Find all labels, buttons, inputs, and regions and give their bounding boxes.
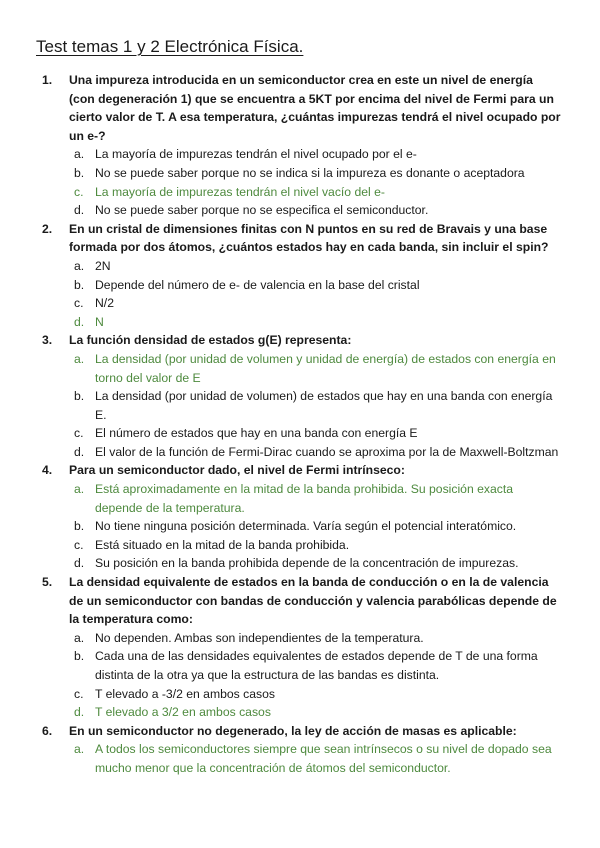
option-letter: c. bbox=[74, 537, 84, 552]
option-item bbox=[69, 685, 562, 704]
option-item bbox=[69, 517, 562, 536]
option-item bbox=[69, 647, 562, 684]
question-text: La función densidad de estados g(E) representa: bbox=[69, 333, 352, 348]
question-number: 2. bbox=[42, 221, 53, 236]
option-correct bbox=[69, 740, 562, 777]
question-list bbox=[42, 71, 562, 778]
option-item bbox=[69, 164, 562, 183]
option-letter: c. bbox=[74, 426, 84, 441]
option-correct bbox=[69, 703, 562, 722]
option-list bbox=[69, 629, 562, 722]
option-text: No se puede saber porque no se indica si la impureza es donante o aceptadora bbox=[95, 165, 525, 180]
option-item bbox=[69, 629, 562, 648]
option-text: No tiene ninguna posición determinada. Varía según el potencial interatómico. bbox=[95, 519, 517, 534]
option-item bbox=[69, 536, 562, 555]
option-text: La densidad (por unidad de volumen) de estados que hay en una banda con energía E. bbox=[95, 389, 553, 422]
question-text: Una impureza introducida en un semiconductor crea en este un nivel de energía (con degeneración 1) que se encuentra a 5KT por encima del nivel de Fermi para un cierto valor de T. A esa temperatura, ¿cuántas impurezas tendrá el nivel ocupado por un e-? bbox=[69, 73, 561, 143]
option-letter: b. bbox=[74, 165, 85, 180]
option-item bbox=[69, 276, 562, 295]
option-text: El valor de la función de Fermi-Dirac cuando se aproxima por la de Maxwell-Boltzman bbox=[95, 444, 559, 459]
option-text: 2N bbox=[95, 258, 111, 273]
option-letter: a. bbox=[74, 258, 85, 273]
option-letter: a. bbox=[74, 482, 85, 497]
option-text: No dependen. Ambas son independientes de la temperatura. bbox=[95, 630, 424, 645]
option-letter: b. bbox=[74, 519, 85, 534]
option-text: N bbox=[95, 314, 104, 329]
option-letter: a. bbox=[74, 630, 85, 645]
option-letter: b. bbox=[74, 389, 85, 404]
option-letter: d. bbox=[74, 705, 85, 720]
option-correct bbox=[69, 350, 562, 387]
option-text: A todos los semiconductores siempre que sean intrínsecos o su nivel de dopado sea mucho menor que la concentración de átomos del semiconductor. bbox=[95, 742, 552, 775]
option-text: No se puede saber porque no se especifica el semiconductor. bbox=[95, 203, 429, 218]
question-text: La densidad equivalente de estados en la banda de conducción o en la de valencia de un semiconductor con bandas de conducción y valencia parabólicas depende de la temperatura como: bbox=[69, 575, 557, 627]
question-text: En un semiconductor no degenerado, la ley de acción de masas es aplicable: bbox=[69, 723, 517, 738]
option-list bbox=[69, 257, 562, 331]
option-item bbox=[69, 554, 562, 573]
option-list bbox=[69, 145, 562, 219]
question-number: 4. bbox=[42, 463, 53, 478]
option-text: Cada una de las densidades equivalentes de estados depende de T de una forma distinta de la otra ya que la estructura de las bandas es distinta. bbox=[95, 649, 538, 682]
option-item bbox=[69, 424, 562, 443]
option-item bbox=[69, 294, 562, 313]
option-text: La mayoría de impurezas tendrán el nivel vacío del e- bbox=[95, 184, 385, 199]
option-text: La densidad (por unidad de volumen y unidad de energía) de estados con energía en torno del valor de E bbox=[95, 351, 556, 385]
option-item bbox=[69, 257, 562, 276]
option-text: Depende del número de e- de valencia en la base del cristal bbox=[95, 277, 420, 292]
option-text: Está situado en la mitad de la banda prohibida. bbox=[95, 537, 350, 552]
option-letter: a. bbox=[74, 147, 85, 162]
option-text: La mayoría de impurezas tendrán el nivel ocupado por el e- bbox=[95, 147, 417, 162]
question-5 bbox=[42, 573, 562, 722]
question-number: 3. bbox=[42, 333, 53, 348]
option-letter: d. bbox=[74, 203, 85, 218]
question-number: 1. bbox=[42, 73, 53, 87]
page-title: Test temas 1 y 2 Electrónica Física. bbox=[36, 37, 304, 56]
option-text: N/2 bbox=[95, 296, 114, 311]
option-item bbox=[69, 145, 562, 164]
question-3 bbox=[42, 331, 562, 461]
option-text: Su posición en la banda prohibida depende de la concentración de impurezas. bbox=[95, 556, 519, 571]
option-item bbox=[69, 201, 562, 220]
question-text: Para un semiconductor dado, el nivel de Fermi intrínseco: bbox=[69, 463, 405, 478]
option-item bbox=[69, 387, 562, 424]
option-correct bbox=[69, 313, 562, 332]
question-number: 6. bbox=[42, 723, 53, 738]
option-text: El número de estados que hay en una banda con energía E bbox=[95, 426, 418, 441]
question-1 bbox=[42, 71, 562, 220]
option-letter: b. bbox=[74, 649, 85, 664]
option-letter: d. bbox=[74, 556, 85, 571]
option-text: Está aproximadamente en la mitad de la banda prohibida. Su posición exacta depende de la temperatura. bbox=[95, 482, 514, 515]
option-list bbox=[69, 740, 562, 777]
option-letter: a. bbox=[74, 351, 85, 366]
question-2 bbox=[42, 220, 562, 332]
option-list bbox=[69, 350, 562, 462]
question-number: 5. bbox=[42, 575, 53, 590]
option-text: T elevado a -3/2 en ambos casos bbox=[95, 686, 275, 701]
option-correct bbox=[69, 480, 562, 517]
question-text: En un cristal de dimensiones finitas con N puntos en su red de Bravais y una base formada por dos átomos, ¿cuántos estados hay en cada banda, sin incluir el spin? bbox=[69, 221, 549, 255]
option-item bbox=[69, 443, 562, 462]
option-letter: b. bbox=[74, 277, 85, 292]
option-letter: a. bbox=[74, 742, 85, 757]
option-letter: d. bbox=[74, 314, 85, 329]
option-letter: c. bbox=[74, 296, 84, 311]
option-text: T elevado a 3/2 en ambos casos bbox=[95, 705, 271, 720]
question-4 bbox=[42, 461, 562, 573]
question-6 bbox=[42, 722, 562, 778]
option-letter: c. bbox=[74, 686, 84, 701]
option-list bbox=[69, 480, 562, 573]
option-letter: d. bbox=[74, 444, 85, 459]
option-correct bbox=[69, 183, 562, 202]
option-letter: c. bbox=[74, 184, 84, 199]
